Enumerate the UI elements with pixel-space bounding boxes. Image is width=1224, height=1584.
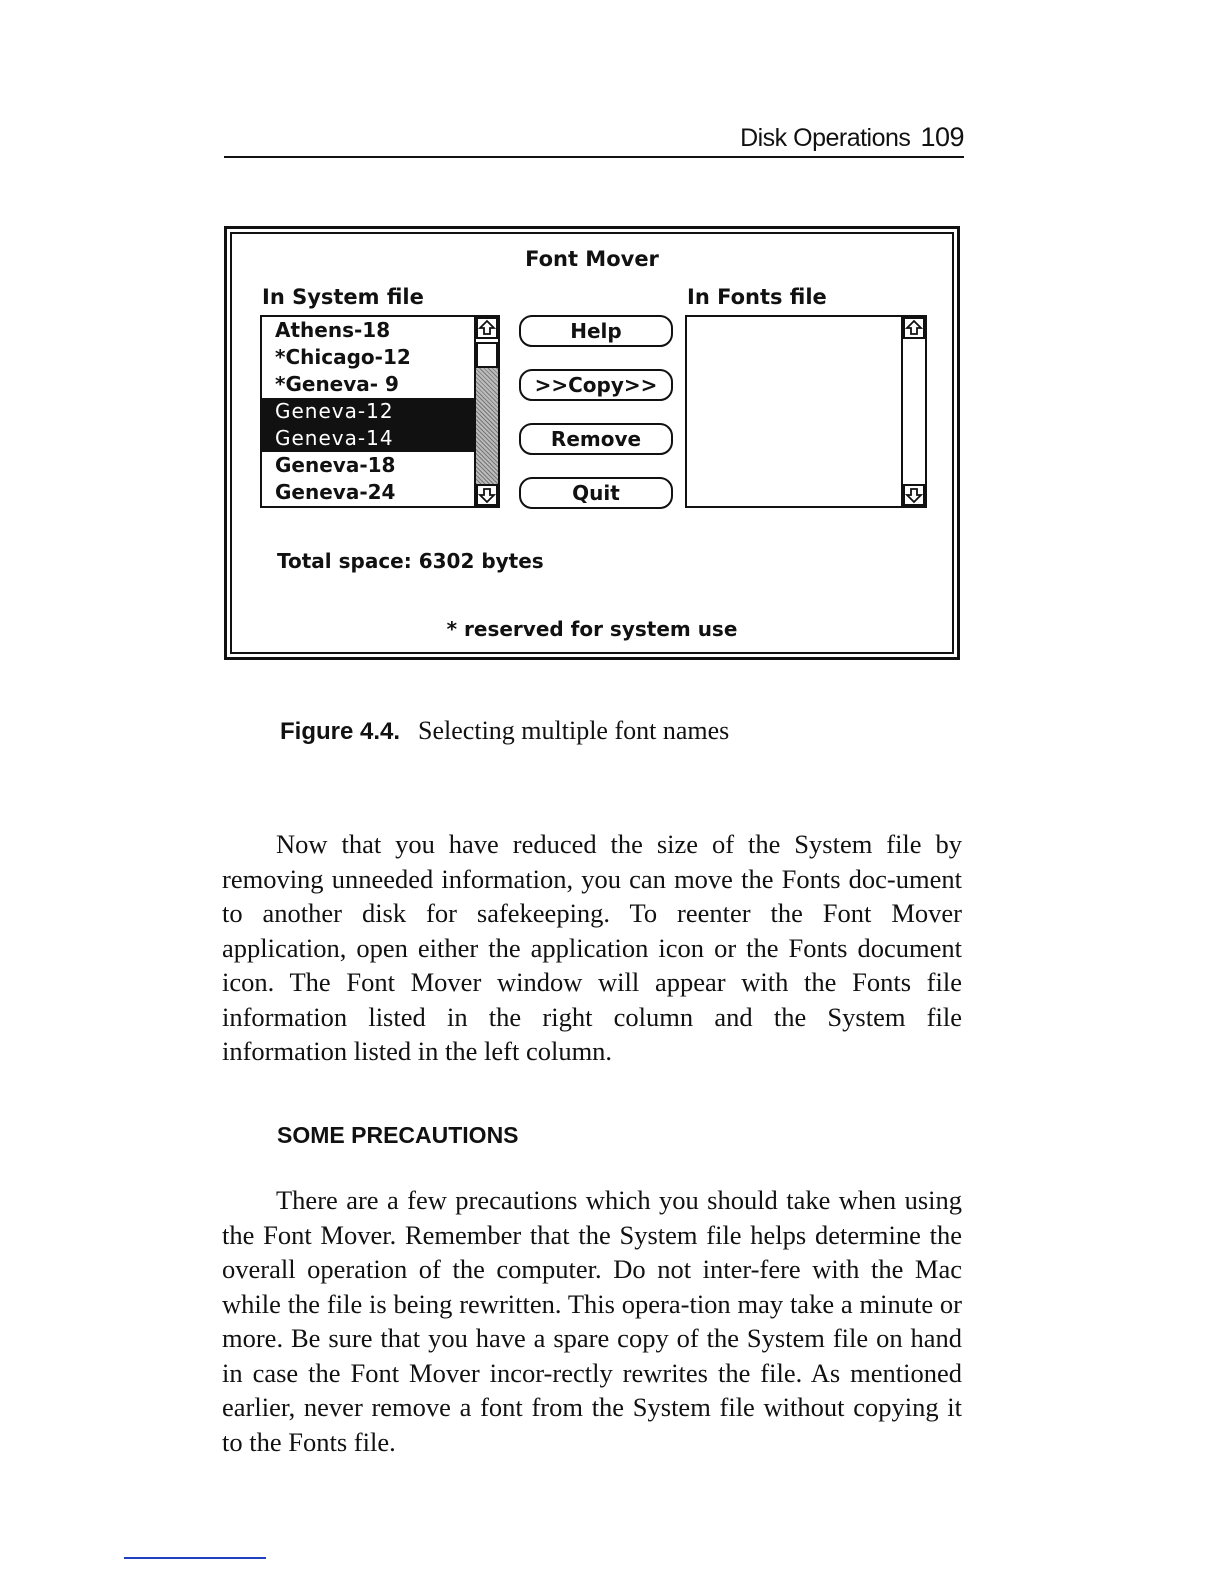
font-list-item[interactable]: Geneva-14 xyxy=(262,425,474,452)
copy-button[interactable]: >>Copy>> xyxy=(519,369,673,401)
section-heading: SOME PRECAUTIONS xyxy=(277,1122,519,1148)
paragraph-precautions: There are a few precautions which you should take when using the Font Mover. Remember that the System file helps determine the overall operation of the computer. Do not inter-fere with the Mac while the file is being rewritten. This opera-tion may take a minute or more. Be sure that you have a spare copy of the System file on hand in case the Font Mover incor-rectly rewrites the file. As mentioned earlier, never remove a font from the System file without copying it to the Fonts file. xyxy=(222,1185,962,1457)
remove-button[interactable]: Remove xyxy=(519,423,673,455)
font-list-item[interactable]: Geneva-12 xyxy=(262,398,474,425)
header-title: Disk Operations xyxy=(740,124,911,152)
page-number: 109 xyxy=(920,122,964,152)
figure-label: Figure 4.4. xyxy=(280,718,401,745)
footer-rule xyxy=(124,1557,266,1559)
fonts-file-label: In Fonts file xyxy=(687,285,827,309)
font-list-item[interactable]: Athens-18 xyxy=(275,318,391,342)
help-button[interactable]: Help xyxy=(519,315,673,347)
scroll-thumb[interactable] xyxy=(476,342,498,368)
scroll-up-arrow-icon[interactable] xyxy=(903,317,925,339)
window-title: Font Mover xyxy=(525,247,659,271)
scroll-up-arrow-icon[interactable] xyxy=(476,317,498,339)
paragraph-font-mover-reentry: Now that you have reduced the size of the System file by removing unneeded information, you can move the Fonts doc-ument to another disk for safekeeping. To reenter the Font Mover application, open either the application icon or the Fonts document icon. The Font Mover window will appear with the Fonts file information listed in the right column and the System file information listed in the left column. xyxy=(222,829,962,1066)
fonts-file-list[interactable] xyxy=(685,315,927,508)
figure-caption-text: Selecting multiple font names xyxy=(418,716,730,745)
font-list-item[interactable]: *Chicago-12 xyxy=(275,345,411,369)
figure-caption xyxy=(280,716,729,746)
scroll-track[interactable] xyxy=(476,368,498,484)
running-header xyxy=(224,118,964,158)
font-list-item[interactable]: *Geneva- 9 xyxy=(275,372,399,396)
reserved-footnote: * reserved for system use xyxy=(446,617,738,641)
scroll-down-arrow-icon[interactable] xyxy=(476,484,498,506)
total-space-readout: Total space: 6302 bytes xyxy=(277,549,544,573)
scroll-down-arrow-icon[interactable] xyxy=(903,484,925,506)
font-list-item[interactable]: Geneva-18 xyxy=(275,453,396,477)
system-file-label: In System file xyxy=(262,285,424,309)
font-mover-window xyxy=(224,226,960,660)
fonts-list-scrollbar[interactable] xyxy=(901,317,925,506)
quit-button[interactable]: Quit xyxy=(519,477,673,509)
system-list-scrollbar[interactable] xyxy=(474,317,498,506)
font-list-item[interactable]: Geneva-24 xyxy=(275,480,396,504)
system-file-list[interactable] xyxy=(260,315,500,508)
